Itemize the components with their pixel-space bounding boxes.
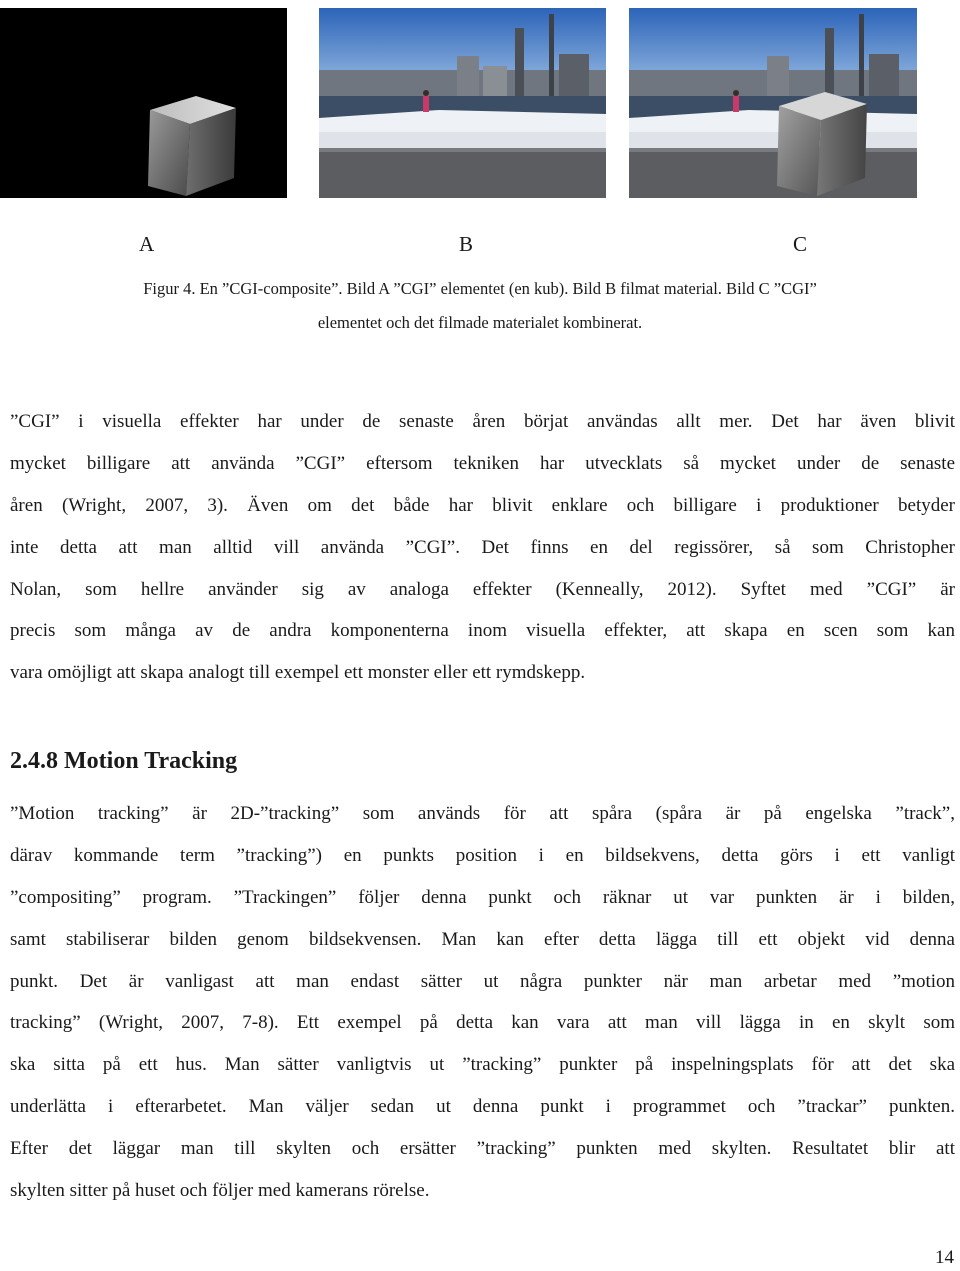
paragraph-line: Nolan, som hellre använder sig av analoga effekter (Kenneally, 2012). Syftet med ”CGI” är — [10, 578, 955, 600]
section-heading: 2.4.8 Motion Tracking — [10, 748, 238, 774]
figure-image-a — [0, 8, 287, 198]
body-paragraph-motion-tracking — [10, 793, 955, 1212]
paragraph-line: Efter det läggar man till skylten och ersätter ”tracking” punkten med skylten. Resultatet blir att — [10, 1138, 955, 1160]
cgi-cube-image — [0, 8, 287, 198]
paragraph-line: vara omöjligt att skapa analogt till exempel ett monster eller ett rymdskepp. — [10, 662, 586, 684]
figure-label-c: C — [793, 232, 808, 256]
figure-caption — [60, 272, 900, 340]
paragraph-line: precis som många av de andra komponenterna inom visuella effekter, att skapa en scen som kan — [10, 620, 955, 642]
composite-image — [629, 8, 917, 198]
paragraph-line: ”Motion tracking” är 2D-”tracking” som används för att spåra (spåra är på engelska ”track”, — [10, 803, 955, 824]
filmed-harbor-image — [319, 8, 606, 198]
paragraph-line: samt stabiliserar bilden genom bildsekvensen. Man kan efter detta lägga till ett objekt vid denna — [10, 928, 955, 950]
body-paragraph-cgi — [10, 401, 955, 694]
figure-caption-line: elementet och det filmade materialet kombinerat. — [317, 313, 643, 332]
paragraph-line: inte detta att man alltid vill använda ”CGI”. Det finns en del regissörer, så som Christopher — [10, 536, 955, 558]
figure-labels — [0, 232, 960, 260]
paragraph-line: ”CGI” i visuella effekter har under de senaste åren börjat användas allt mer. Det har även blivit — [10, 411, 955, 432]
paragraph-line: därav kommande term ”tracking”) en punkts position i en bildsekvens, detta görs i ett vanligt — [10, 844, 955, 866]
page-number: 14 — [935, 1247, 954, 1268]
paragraph-line: ska sitta på ett hus. Man sätter vanligtvis ut ”tracking” punkter på inspelningsplats för att det ska — [10, 1054, 955, 1076]
paragraph-line: åren (Wright, 2007, 3). Även om det både har blivit enklare och billigare i produktioner betyder — [10, 494, 955, 516]
figure-image-c — [629, 8, 917, 198]
figure-image-b — [319, 8, 606, 198]
figure-label-b: B — [459, 232, 474, 256]
paragraph-line: ”compositing” program. ”Trackingen” följer denna punkt och räknar ut var punkten är i bilden, — [10, 886, 955, 908]
paragraph-line: skylten sitter på huset och följer med kamerans rörelse. — [10, 1180, 430, 1202]
paragraph-line: underlätta i efterarbetet. Man väljer sedan ut denna punkt i programmet och ”trackar” punkten. — [10, 1096, 955, 1118]
paragraph-line: tracking” (Wright, 2007, 7-8). Ett exempel på detta kan vara att man vill lägga in en skylt som — [10, 1012, 955, 1034]
figure-caption-line: Figur 4. En ”CGI-composite”. Bild A ”CGI” elementet (en kub). Bild B filmat material. Bild C ”CGI” — [143, 279, 817, 298]
paragraph-line: mycket billigare att använda ”CGI” eftersom tekniken har utvecklats så mycket under de senaste — [10, 452, 955, 474]
paragraph-line: punkt. Det är vanligast att man endast sätter ut några punkter när man arbetar med ”motion — [10, 970, 955, 992]
figure-label-a: A — [139, 232, 155, 256]
